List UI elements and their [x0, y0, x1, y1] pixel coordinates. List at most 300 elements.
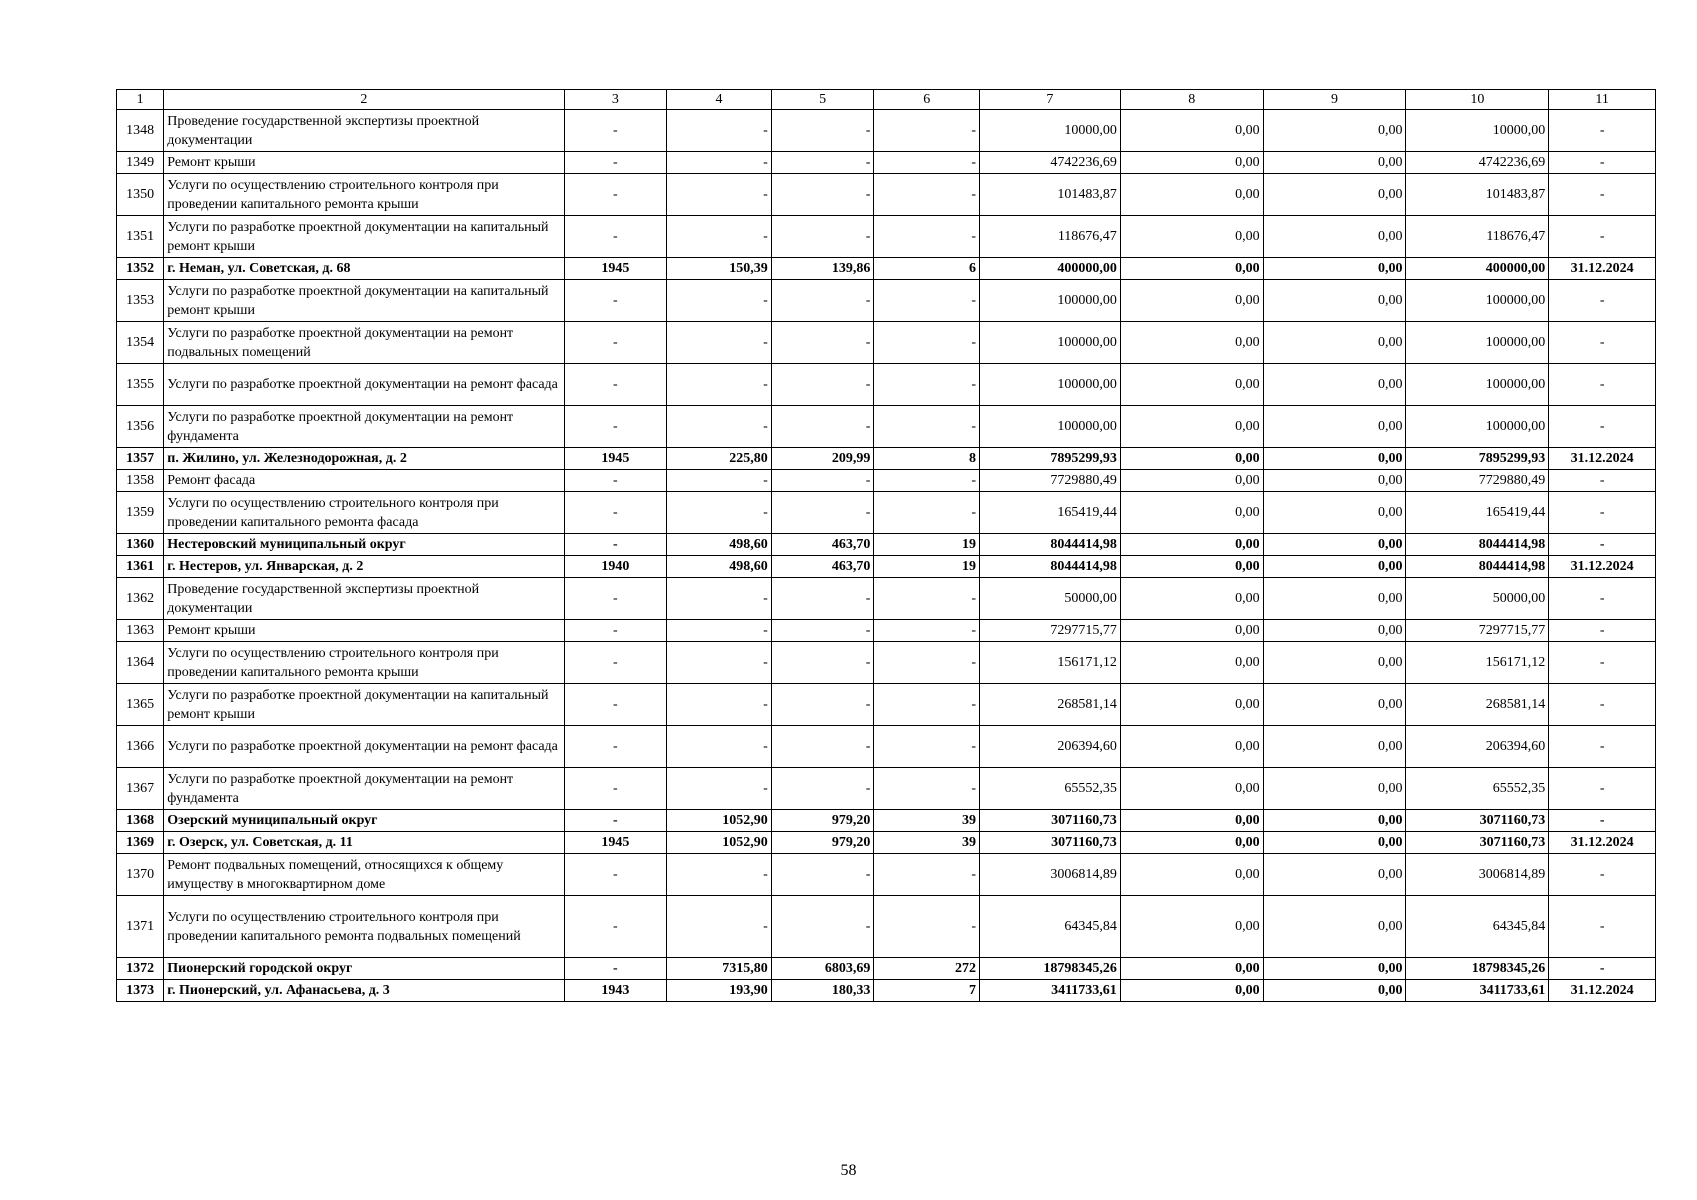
col5-cell: 180,33 [771, 980, 874, 1002]
year-cell: - [564, 642, 667, 684]
col10-cell: 3071160,73 [1406, 810, 1549, 832]
col9-cell: 0,00 [1263, 110, 1406, 152]
row-name: Озерский муниципальный округ [164, 810, 564, 832]
row-name: Услуги по разработке проектной документации на ремонт фундамента [164, 406, 564, 448]
col6-cell: 6 [874, 258, 980, 280]
row-number: 1355 [117, 364, 164, 406]
col7-cell: 50000,00 [980, 578, 1121, 620]
col6-cell: - [874, 280, 980, 322]
col6-cell: 39 [874, 810, 980, 832]
col7-cell: 3071160,73 [980, 810, 1121, 832]
row-number: 1365 [117, 684, 164, 726]
col10-cell: 118676,47 [1406, 216, 1549, 258]
header-cell: 9 [1263, 90, 1406, 110]
data-table [116, 89, 1656, 1002]
col10-cell: 3006814,89 [1406, 854, 1549, 896]
row-name: Проведение государственной экспертизы проектной документации [164, 110, 564, 152]
col6-cell: - [874, 110, 980, 152]
col10-cell: 10000,00 [1406, 110, 1549, 152]
col8-cell: 0,00 [1120, 258, 1263, 280]
row-number: 1362 [117, 578, 164, 620]
date-cell: 31.12.2024 [1549, 980, 1656, 1002]
table-row [117, 322, 1656, 364]
col10-cell: 100000,00 [1406, 364, 1549, 406]
col4-cell: 193,90 [667, 980, 772, 1002]
col7-cell: 10000,00 [980, 110, 1121, 152]
col8-cell: 0,00 [1120, 556, 1263, 578]
row-name: Услуги по осуществлению строительного контроля при проведении капитального ремонта крыши [164, 642, 564, 684]
col6-cell: 272 [874, 958, 980, 980]
col4-cell: 498,60 [667, 556, 772, 578]
col6-cell: - [874, 216, 980, 258]
col10-cell: 8044414,98 [1406, 534, 1549, 556]
table-row [117, 768, 1656, 810]
date-cell: - [1549, 642, 1656, 684]
col10-cell: 65552,35 [1406, 768, 1549, 810]
year-cell: - [564, 364, 667, 406]
col4-cell: 498,60 [667, 534, 772, 556]
col6-cell: - [874, 726, 980, 768]
col10-cell: 156171,12 [1406, 642, 1549, 684]
col10-cell: 101483,87 [1406, 174, 1549, 216]
table-row [117, 280, 1656, 322]
row-name: г. Неман, ул. Советская, д. 68 [164, 258, 564, 280]
col9-cell: 0,00 [1263, 642, 1406, 684]
col5-cell: - [771, 322, 874, 364]
row-number: 1349 [117, 152, 164, 174]
year-cell: - [564, 216, 667, 258]
date-cell: - [1549, 854, 1656, 896]
col8-cell: 0,00 [1120, 980, 1263, 1002]
year-cell: - [564, 896, 667, 958]
date-cell: - [1549, 470, 1656, 492]
col6-cell: - [874, 620, 980, 642]
col9-cell: 0,00 [1263, 854, 1406, 896]
year-cell: - [564, 578, 667, 620]
col10-cell: 206394,60 [1406, 726, 1549, 768]
row-number: 1370 [117, 854, 164, 896]
row-number: 1369 [117, 832, 164, 854]
col8-cell: 0,00 [1120, 726, 1263, 768]
col6-cell: - [874, 470, 980, 492]
col9-cell: 0,00 [1263, 492, 1406, 534]
table-row [117, 110, 1656, 152]
col8-cell: 0,00 [1120, 492, 1263, 534]
col10-cell: 3071160,73 [1406, 832, 1549, 854]
col8-cell: 0,00 [1120, 896, 1263, 958]
row-number: 1371 [117, 896, 164, 958]
year-cell: - [564, 726, 667, 768]
col6-cell: - [874, 642, 980, 684]
col7-cell: 4742236,69 [980, 152, 1121, 174]
col7-cell: 8044414,98 [980, 534, 1121, 556]
col4-cell: - [667, 620, 772, 642]
col6-cell: 19 [874, 556, 980, 578]
col5-cell: - [771, 726, 874, 768]
year-cell: - [564, 322, 667, 364]
table-row [117, 958, 1656, 980]
col9-cell: 0,00 [1263, 578, 1406, 620]
col8-cell: 0,00 [1120, 854, 1263, 896]
table-row [117, 534, 1656, 556]
col5-cell: - [771, 854, 874, 896]
table-row [117, 556, 1656, 578]
col4-cell: - [667, 684, 772, 726]
table-row [117, 470, 1656, 492]
row-name: Услуги по разработке проектной документации на капитальный ремонт крыши [164, 684, 564, 726]
date-cell: - [1549, 958, 1656, 980]
row-name: Ремонт подвальных помещений, относящихся к общему имуществу в многоквартирном доме [164, 854, 564, 896]
col9-cell: 0,00 [1263, 958, 1406, 980]
row-number: 1360 [117, 534, 164, 556]
table-row [117, 216, 1656, 258]
col5-cell: 6803,69 [771, 958, 874, 980]
row-name: Ремонт крыши [164, 152, 564, 174]
col9-cell: 0,00 [1263, 448, 1406, 470]
col5-cell: - [771, 406, 874, 448]
date-cell: - [1549, 534, 1656, 556]
col7-cell: 101483,87 [980, 174, 1121, 216]
row-name: Услуги по разработке проектной документации на ремонт фасада [164, 364, 564, 406]
date-cell: - [1549, 406, 1656, 448]
col4-cell: - [667, 216, 772, 258]
col5-cell: 979,20 [771, 832, 874, 854]
year-cell: - [564, 280, 667, 322]
date-cell: - [1549, 322, 1656, 364]
col5-cell: - [771, 684, 874, 726]
col9-cell: 0,00 [1263, 832, 1406, 854]
col5-cell: - [771, 152, 874, 174]
col9-cell: 0,00 [1263, 620, 1406, 642]
row-name: г. Пионерский, ул. Афанасьева, д. 3 [164, 980, 564, 1002]
col9-cell: 0,00 [1263, 470, 1406, 492]
col10-cell: 18798345,26 [1406, 958, 1549, 980]
col4-cell: 1052,90 [667, 832, 772, 854]
col10-cell: 7895299,93 [1406, 448, 1549, 470]
col4-cell: - [667, 174, 772, 216]
col9-cell: 0,00 [1263, 684, 1406, 726]
col5-cell: 463,70 [771, 534, 874, 556]
col7-cell: 100000,00 [980, 406, 1121, 448]
year-cell: 1945 [564, 832, 667, 854]
col7-cell: 100000,00 [980, 322, 1121, 364]
row-number: 1366 [117, 726, 164, 768]
row-number: 1363 [117, 620, 164, 642]
row-number: 1373 [117, 980, 164, 1002]
row-number: 1352 [117, 258, 164, 280]
table-row [117, 854, 1656, 896]
header-cell: 3 [564, 90, 667, 110]
row-name: Услуги по осуществлению строительного контроля при проведении капитального ремонта подвальных помещений [164, 896, 564, 958]
date-cell: - [1549, 174, 1656, 216]
col9-cell: 0,00 [1263, 896, 1406, 958]
col10-cell: 7729880,49 [1406, 470, 1549, 492]
date-cell: - [1549, 216, 1656, 258]
table-body [117, 90, 1656, 1002]
col7-cell: 100000,00 [980, 280, 1121, 322]
col6-cell: 19 [874, 534, 980, 556]
row-name: Услуги по разработке проектной документации на ремонт фасада [164, 726, 564, 768]
col4-cell: - [667, 280, 772, 322]
col8-cell: 0,00 [1120, 470, 1263, 492]
date-cell: - [1549, 152, 1656, 174]
header-cell: 8 [1120, 90, 1263, 110]
page-number: 58 [840, 1162, 857, 1179]
col5-cell: - [771, 174, 874, 216]
year-cell: 1945 [564, 448, 667, 470]
col7-cell: 268581,14 [980, 684, 1121, 726]
col4-cell: - [667, 364, 772, 406]
table-row [117, 492, 1656, 534]
table-row [117, 578, 1656, 620]
col8-cell: 0,00 [1120, 534, 1263, 556]
header-cell: 2 [164, 90, 564, 110]
row-name: Услуги по разработке проектной документации на капитальный ремонт крыши [164, 280, 564, 322]
col7-cell: 7729880,49 [980, 470, 1121, 492]
year-cell: 1940 [564, 556, 667, 578]
date-cell: - [1549, 810, 1656, 832]
row-name: Услуги по осуществлению строительного контроля при проведении капитального ремонта фасада [164, 492, 564, 534]
col6-cell: - [874, 896, 980, 958]
col9-cell: 0,00 [1263, 364, 1406, 406]
col7-cell: 65552,35 [980, 768, 1121, 810]
col9-cell: 0,00 [1263, 174, 1406, 216]
row-name: Нестеровский муниципальный округ [164, 534, 564, 556]
col7-cell: 7895299,93 [980, 448, 1121, 470]
col4-cell: - [667, 110, 772, 152]
row-name: п. Жилино, ул. Железнодорожная, д. 2 [164, 448, 564, 470]
date-cell: 31.12.2024 [1549, 448, 1656, 470]
col5-cell: 979,20 [771, 810, 874, 832]
col7-cell: 400000,00 [980, 258, 1121, 280]
row-number: 1364 [117, 642, 164, 684]
col9-cell: 0,00 [1263, 322, 1406, 364]
col9-cell: 0,00 [1263, 980, 1406, 1002]
col10-cell: 3411733,61 [1406, 980, 1549, 1002]
col10-cell: 100000,00 [1406, 280, 1549, 322]
row-number: 1358 [117, 470, 164, 492]
table-row [117, 364, 1656, 406]
date-cell: - [1549, 364, 1656, 406]
col8-cell: 0,00 [1120, 620, 1263, 642]
table-row [117, 406, 1656, 448]
col6-cell: - [874, 152, 980, 174]
date-cell: - [1549, 578, 1656, 620]
row-number: 1350 [117, 174, 164, 216]
col6-cell: - [874, 174, 980, 216]
date-cell: - [1549, 726, 1656, 768]
col6-cell: 8 [874, 448, 980, 470]
date-cell: - [1549, 492, 1656, 534]
row-number: 1353 [117, 280, 164, 322]
col6-cell: 39 [874, 832, 980, 854]
header-cell: 5 [771, 90, 874, 110]
col4-cell: - [667, 854, 772, 896]
col8-cell: 0,00 [1120, 280, 1263, 322]
col10-cell: 100000,00 [1406, 406, 1549, 448]
col10-cell: 64345,84 [1406, 896, 1549, 958]
col7-cell: 3006814,89 [980, 854, 1121, 896]
year-cell: 1943 [564, 980, 667, 1002]
table-row [117, 152, 1656, 174]
col5-cell: - [771, 492, 874, 534]
col9-cell: 0,00 [1263, 216, 1406, 258]
year-cell: 1945 [564, 258, 667, 280]
col4-cell: 150,39 [667, 258, 772, 280]
col5-cell: 139,86 [771, 258, 874, 280]
col7-cell: 3071160,73 [980, 832, 1121, 854]
col10-cell: 4742236,69 [1406, 152, 1549, 174]
col6-cell: - [874, 578, 980, 620]
table-row [117, 980, 1656, 1002]
row-number: 1359 [117, 492, 164, 534]
col9-cell: 0,00 [1263, 406, 1406, 448]
year-cell: - [564, 810, 667, 832]
col7-cell: 18798345,26 [980, 958, 1121, 980]
col5-cell: - [771, 642, 874, 684]
row-number: 1356 [117, 406, 164, 448]
col4-cell: - [667, 152, 772, 174]
row-name: Услуги по разработке проектной документации на капитальный ремонт крыши [164, 216, 564, 258]
col8-cell: 0,00 [1120, 832, 1263, 854]
col10-cell: 268581,14 [1406, 684, 1549, 726]
col4-cell: 225,80 [667, 448, 772, 470]
date-cell: - [1549, 620, 1656, 642]
col8-cell: 0,00 [1120, 322, 1263, 364]
col4-cell: - [667, 768, 772, 810]
col8-cell: 0,00 [1120, 110, 1263, 152]
row-number: 1361 [117, 556, 164, 578]
date-cell: - [1549, 110, 1656, 152]
col5-cell: 209,99 [771, 448, 874, 470]
col6-cell: - [874, 684, 980, 726]
row-number: 1354 [117, 322, 164, 364]
year-cell: - [564, 684, 667, 726]
col4-cell: - [667, 322, 772, 364]
col9-cell: 0,00 [1263, 152, 1406, 174]
col8-cell: 0,00 [1120, 448, 1263, 470]
table-row [117, 832, 1656, 854]
col6-cell: 7 [874, 980, 980, 1002]
col5-cell: 463,70 [771, 556, 874, 578]
row-name: Услуги по разработке проектной документации на ремонт подвальных помещений [164, 322, 564, 364]
year-cell: - [564, 110, 667, 152]
col10-cell: 165419,44 [1406, 492, 1549, 534]
col10-cell: 400000,00 [1406, 258, 1549, 280]
row-number: 1372 [117, 958, 164, 980]
col7-cell: 64345,84 [980, 896, 1121, 958]
table-row [117, 642, 1656, 684]
year-cell: - [564, 406, 667, 448]
col7-cell: 7297715,77 [980, 620, 1121, 642]
year-cell: - [564, 768, 667, 810]
col5-cell: - [771, 578, 874, 620]
row-number: 1357 [117, 448, 164, 470]
col9-cell: 0,00 [1263, 768, 1406, 810]
row-number: 1367 [117, 768, 164, 810]
col4-cell: 7315,80 [667, 958, 772, 980]
row-name: Пионерский городской округ [164, 958, 564, 980]
col7-cell: 206394,60 [980, 726, 1121, 768]
col8-cell: 0,00 [1120, 810, 1263, 832]
table-row [117, 896, 1656, 958]
col5-cell: - [771, 896, 874, 958]
col8-cell: 0,00 [1120, 174, 1263, 216]
col4-cell: - [667, 896, 772, 958]
col4-cell: - [667, 642, 772, 684]
col8-cell: 0,00 [1120, 364, 1263, 406]
col5-cell: - [771, 216, 874, 258]
date-cell: - [1549, 896, 1656, 958]
col4-cell: - [667, 492, 772, 534]
col4-cell: - [667, 726, 772, 768]
header-cell: 10 [1406, 90, 1549, 110]
col5-cell: - [771, 280, 874, 322]
col8-cell: 0,00 [1120, 216, 1263, 258]
col6-cell: - [874, 492, 980, 534]
table-row [117, 726, 1656, 768]
col5-cell: - [771, 110, 874, 152]
col8-cell: 0,00 [1120, 684, 1263, 726]
row-number: 1348 [117, 110, 164, 152]
col9-cell: 0,00 [1263, 556, 1406, 578]
row-number: 1368 [117, 810, 164, 832]
col7-cell: 100000,00 [980, 364, 1121, 406]
date-cell: 31.12.2024 [1549, 556, 1656, 578]
col10-cell: 50000,00 [1406, 578, 1549, 620]
year-cell: - [564, 854, 667, 896]
col7-cell: 165419,44 [980, 492, 1121, 534]
header-cell: 11 [1549, 90, 1656, 110]
col5-cell: - [771, 768, 874, 810]
col9-cell: 0,00 [1263, 810, 1406, 832]
col5-cell: - [771, 620, 874, 642]
col9-cell: 0,00 [1263, 280, 1406, 322]
col9-cell: 0,00 [1263, 534, 1406, 556]
row-name: Ремонт крыши [164, 620, 564, 642]
header-cell: 7 [980, 90, 1121, 110]
col9-cell: 0,00 [1263, 726, 1406, 768]
row-number: 1351 [117, 216, 164, 258]
col5-cell: - [771, 470, 874, 492]
row-name: Ремонт фасада [164, 470, 564, 492]
col7-cell: 156171,12 [980, 642, 1121, 684]
col8-cell: 0,00 [1120, 958, 1263, 980]
date-cell: - [1549, 280, 1656, 322]
col7-cell: 118676,47 [980, 216, 1121, 258]
col8-cell: 0,00 [1120, 642, 1263, 684]
col10-cell: 8044414,98 [1406, 556, 1549, 578]
col4-cell: - [667, 406, 772, 448]
col8-cell: 0,00 [1120, 768, 1263, 810]
year-cell: - [564, 492, 667, 534]
col6-cell: - [874, 768, 980, 810]
row-name: г. Озерск, ул. Советская, д. 11 [164, 832, 564, 854]
table-row [117, 174, 1656, 216]
year-cell: - [564, 152, 667, 174]
year-cell: - [564, 174, 667, 216]
header-row [117, 90, 1656, 110]
col8-cell: 0,00 [1120, 406, 1263, 448]
date-cell: 31.12.2024 [1549, 258, 1656, 280]
year-cell: - [564, 470, 667, 492]
col6-cell: - [874, 854, 980, 896]
col8-cell: 0,00 [1120, 152, 1263, 174]
col10-cell: 100000,00 [1406, 322, 1549, 364]
col6-cell: - [874, 406, 980, 448]
col9-cell: 0,00 [1263, 258, 1406, 280]
header-cell: 4 [667, 90, 772, 110]
